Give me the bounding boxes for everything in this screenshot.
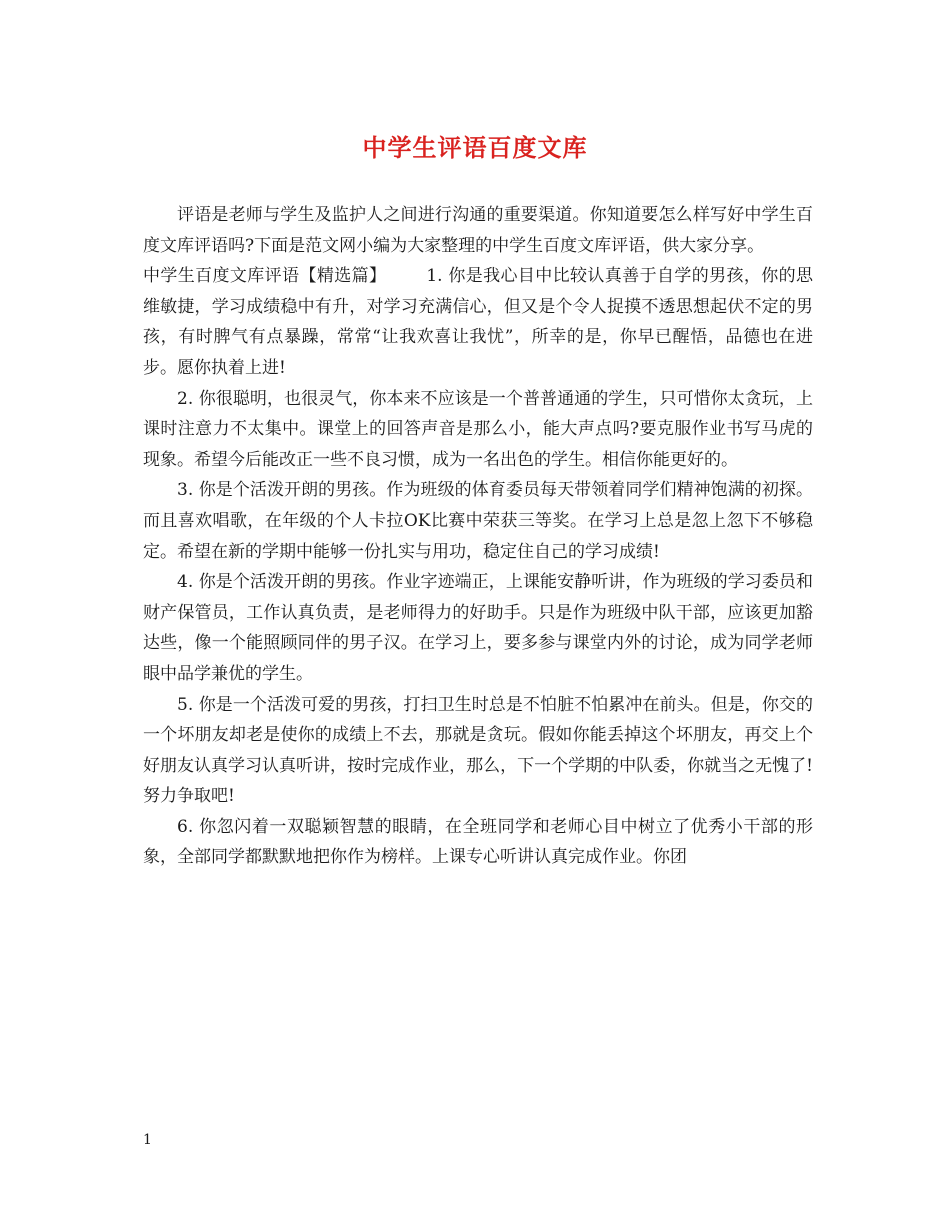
comment-item-2: 2. 你很聪明，也很灵气，你本来不应该是一个普普通通的学生，只可惜你太贪玩，上课时注意力不太集中。课堂上的回答声音是那么小，能大声点吗?要克服作业书写马虎的现象。希望今后能改正一些不良习惯，成为一名出色的学生。相信你能更好的。 [143,388,813,470]
document-title: 中学生评语百度文库 [362,133,588,162]
comment-item-5: 5. 你是一个活泼可爱的男孩，打扫卫生时总是不怕脏不怕累冲在前头。但是，你交的一个坏朋友却老是使你的成绩上不去，那就是贪玩。假如你能丢掉这个坏朋友，再交上个好朋友认真学习认真听讲，按时完成作业，那么，下一个学期的中队委，你就当之无愧了!努力争取吧! [143,694,813,807]
comment-item-4: 4. 你是个活泼开朗的男孩。作业字迹端正，上课能安静听讲，作为班级的学习委员和财产保管员，工作认真负责，是老师得力的好助手。只是作为班级中队干部，应该更加豁达些，像一个能照顾同伴的男子汉。在学习上，要多参与课堂内外的讨论，成为同学老师眼中品学兼优的学生。 [143,572,813,684]
page-number: 1 [143,1132,152,1148]
section-paragraph [143,261,813,383]
document-body [143,200,813,873]
comment-item-6: 6. 你忽闪着一双聪颖智慧的眼睛，在全班同学和老师心目中树立了优秀小干部的形象，全部同学都默默地把你作为榜样。上课专心听讲认真完成作业。你团 [143,816,813,868]
comment-item-1: 1. 你是我心目中比较认真善于自学的男孩，你的思维敏捷，学习成绩稳中有升，对学习充满信心，但又是个令人捉摸不透思想起伏不定的男孩，有时脾气有点暴躁，常常“让我欢喜让我忧”，所幸的是，你早已醒悟，品德也在进步。愿你执着上进! [143,266,814,378]
section-heading: 中学生百度文库评语【精选篇】 [143,266,387,287]
intro-paragraph: 评语是老师与学生及监护人之间进行沟通的重要渠道。你知道要怎么样写好中学生百度文库评语吗?下面是范文网小编为大家整理的中学生百度文库评语，供大家分享。 [143,205,813,256]
comment-item-3: 3. 你是个活泼开朗的男孩。作为班级的体育委员每天带领着同学们精神饱满的初探。而且喜欢唱歌，在年级的个人卡拉OK比赛中荣获三等奖。在学习上总是忽上忽下不够稳定。希望在新的学期中能够一份扎实与用功，稳定住自己的学习成绩! [143,480,813,562]
